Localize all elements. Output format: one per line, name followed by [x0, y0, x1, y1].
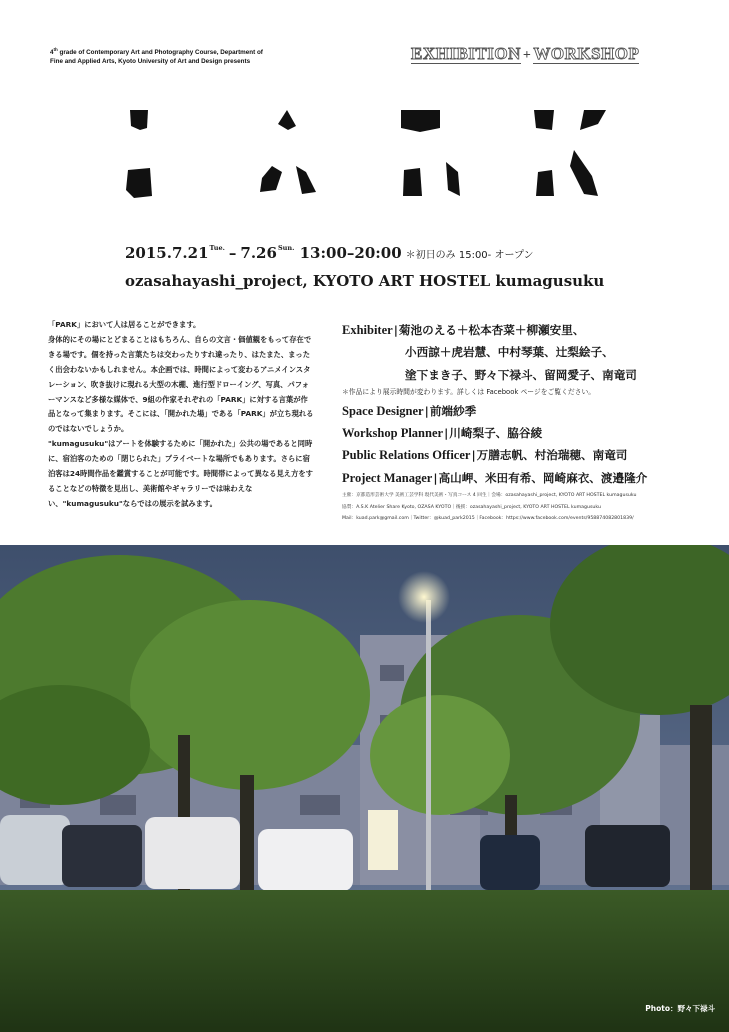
- credit-exhibiter-line: 小西諒＋虎岩慧、中村琴葉、辻梨絵子、: [405, 345, 614, 360]
- exhibition-workshop-heading: [411, 44, 681, 66]
- lit-entrance: [368, 810, 398, 870]
- opening-hours: 13:00–20:00: [299, 244, 402, 262]
- course-credit: 4th grade of Contemporary Art and Photography Course, Department of Fine and Applied Arts, Kyoto University of Art and Design presents: [50, 47, 263, 66]
- credit-exhibiter: Exhibiter|菊池のえる＋松本杏菜＋柳瀬安里、: [342, 323, 585, 337]
- exhibition-dates: $2015.7.21^{Tue.} - 7.26^{Sun.}$ 13:00–20:00 ＊初日のみ 15:00- オープン: [125, 244, 534, 262]
- street-lamp-glow: [398, 571, 450, 623]
- credit-project-manager: Project Manager|高山岬、米田有希、岡崎麻衣、渡邉隆介: [342, 470, 648, 485]
- credit-exhibiter-line: 塗下まき子、野々下禄斗、留岡愛子、南竜司: [405, 367, 637, 382]
- description-paragraph: "kumagusuku"はアートを体験するために「開かれた」公共の場であると同時に、宿泊客のための「閉じられた」プライベートな場所でもあります。さらに宿泊客は24時間作品を鑑賞することが可能です。時間帯によって異なる見え方をすることなどの特徴を見出し、美術館やギャラリーでは味わえない、"kumagusuku"ならではの展示を試みます。: [48, 439, 313, 508]
- workshop-label: WORKSHOP: [533, 44, 640, 63]
- credit-workshop-planner: Workshop Planner|川崎梨子、脇谷綾: [342, 426, 543, 441]
- street-lamp-pole: [426, 600, 431, 900]
- photo-caption: Photo：野々下禄斗: [645, 1004, 715, 1013]
- description: [48, 318, 314, 512]
- park-photo: [0, 545, 729, 1032]
- park-title: [0, 100, 729, 205]
- plus-sign: +: [522, 48, 532, 63]
- exhibition-label: EXHIBITION: [411, 44, 521, 63]
- description-paragraph: 身体的にその場にとどまることはもちろん、自らの文言・価値観をもって存在できる場です。個を持った言葉たちは交わったりすれ違ったり、はたまた、まったく出会わないかもしれません。本企画では、時間によって変わるアニメインスタレーション、吹き抜けに現れる大型の木棚、進行型ドローイング、写真、パフォーマンスなど多様な媒体で、9組の作家それぞれの「PARK」に対する言葉が作品となって集まります。そこには、「開かれた場」である「PARK」が立ち現れるのではないでしょうか。: [48, 334, 314, 434]
- footer-organizer: 主催：京都造形芸術大学 美術工芸学科 現代美術・写真コース 4 回生｜会場：ozasahayashi_project, KYOTO ART HOSTEL kumagusuku: [342, 493, 637, 498]
- park-title-fragments: [126, 110, 606, 198]
- footer-contact: Mail：kuad.park@gmail.com｜Twitter：@kuad_park2015｜Facebook：https://www.facebook.com/events/958874082801839/: [342, 516, 634, 522]
- credits: [342, 319, 712, 489]
- description-paragraph: 「PARK」において人は居ることができます。: [48, 320, 201, 329]
- credit-pr-officer: Public Relations Officer|万膳志帆、村治瑞穂、南竜司: [342, 448, 628, 463]
- footer-sponsor: 協賛：A.S.K Atelier Share Kyoto, OZASA KYOTO｜後援：ozasahayashi_project, KYOTO ART HOSTEL kumagusuku: [342, 504, 601, 510]
- grass-field: [0, 890, 729, 1032]
- credit-space-designer: Space Designer|前端紗季: [342, 403, 477, 418]
- venue: ozasahayashi_project, KYOTO ART HOSTEL kumagusuku: [125, 272, 605, 290]
- exhibiter-note: ＊作品により展示時間が変わります。詳しくは Facebook ページをご覧ください。: [342, 387, 596, 396]
- opening-note: ＊初日のみ 15:00- オープン: [405, 250, 534, 261]
- footer-info: [342, 490, 712, 525]
